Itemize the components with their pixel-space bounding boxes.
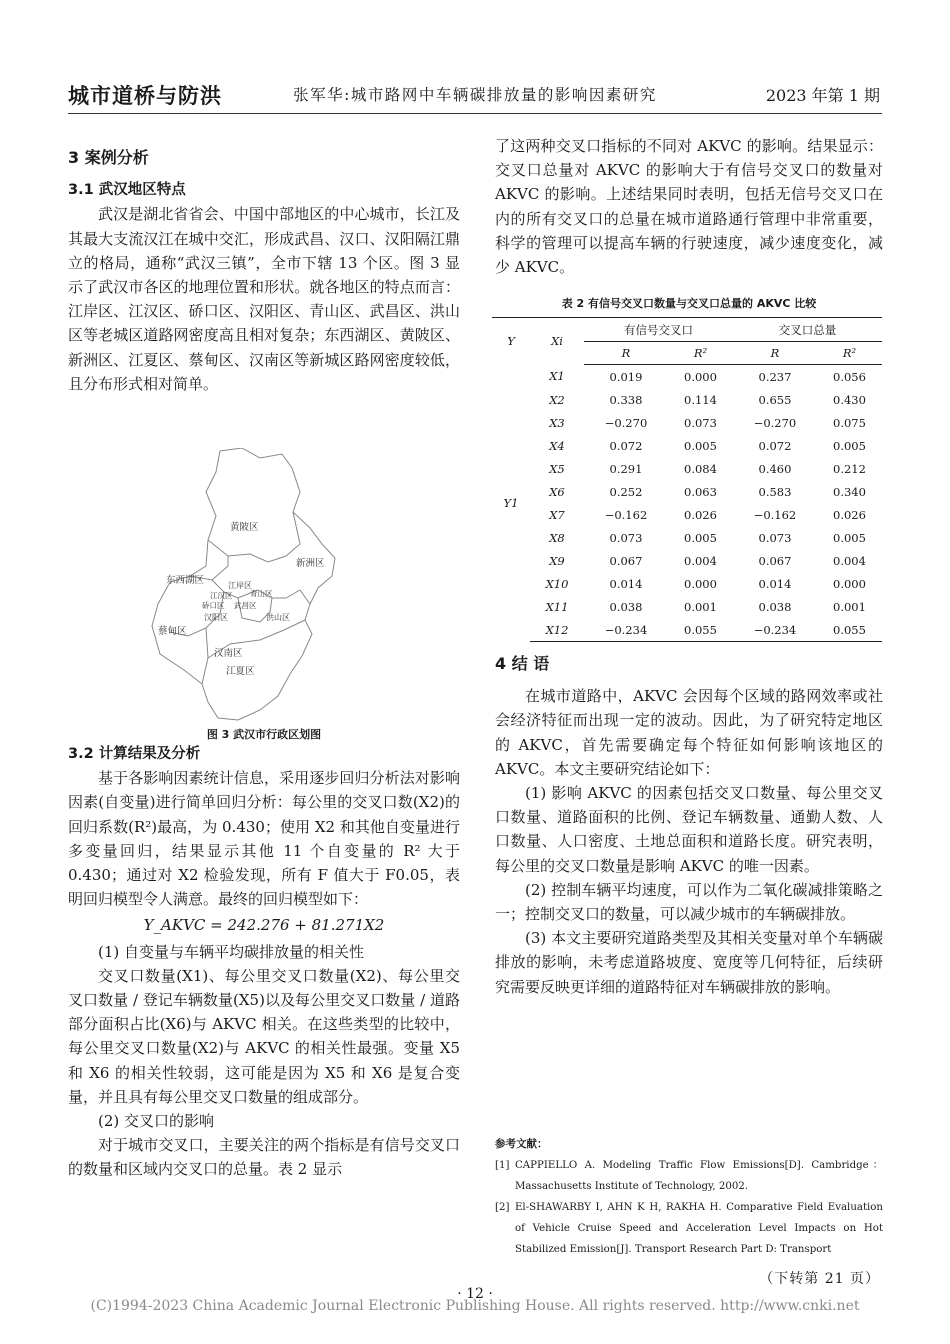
table-header-total: 交叉口总量 — [733, 318, 882, 342]
table-row — [492, 618, 882, 642]
table-cell-x: X2 — [549, 392, 565, 407]
reference-1-text: CAPPIELLO A. Modeling Traffic Flow Emissions[D]. Cambridge：Massachusetts Institute of Technology, 2002. — [515, 1160, 883, 1192]
map-border-hannan — [202, 628, 208, 684]
map-label-hannan: 汉南区 — [214, 648, 243, 659]
table-cell-r21: 0.084 — [684, 461, 717, 476]
table-cell-r1: 0.291 — [609, 461, 643, 476]
map-label-jiangan: 江岸区 — [228, 581, 252, 590]
table-subheader-r: R — [733, 342, 817, 365]
table-cell-r21: 0.004 — [684, 553, 717, 568]
table-cell-r2: 0.014 — [758, 576, 792, 591]
table-cell-r1: 0.038 — [609, 599, 643, 614]
continued-note: （下转第 21 页） — [759, 1271, 880, 1287]
left-column-top — [68, 146, 460, 396]
table-header-x: Xi — [530, 318, 584, 365]
table-cell-r1: −0.234 — [584, 618, 668, 642]
journal-logo: 城市道桥与防洪 — [68, 83, 222, 108]
reference-2 — [495, 1197, 883, 1260]
table-cell-x: X1 — [549, 369, 565, 384]
table-row — [492, 526, 882, 549]
section-3-1-heading: 3.1 武汉地区特点 — [68, 182, 186, 199]
table-cell-x: X4 — [549, 438, 565, 453]
section-3-heading: 3 案例分析 — [68, 148, 149, 167]
table-cell-r1: 0.073 — [609, 530, 643, 545]
table-cell-r1: 0.072 — [609, 438, 643, 453]
table-2-body — [492, 365, 882, 642]
table-cell-r2: 0.073 — [758, 530, 792, 545]
right-paragraph-continued: 了这两种交叉口指标的不同对 AKVC 的影响。结果显示：交叉口总量对 AKVC 的影响大于有信号交叉口的数量对 AKVC 的影响。上述结果同时表明，包括无信号交叉口在内的所有交叉口的总量在城市道路通行管理中非常重要，科学的管理可以提高车辆的行驶速度，减少速度变化，减少 AKVC。 — [495, 137, 883, 277]
table-row — [492, 549, 882, 572]
table-cell-r22: 0.055 — [817, 618, 882, 642]
section-3-2-heading: 3.2 计算结果及分析 — [68, 746, 201, 762]
left-column-bottom — [68, 742, 460, 1182]
table-cell-x: X10 — [545, 576, 569, 591]
wuhan-district-map — [150, 448, 340, 724]
map-label-qiaokou: 硚口区 — [202, 601, 225, 610]
table-cell-r2: −0.270 — [753, 415, 797, 430]
regression-equation: Y_AKVC = 242.276 + 81.271X2 — [143, 916, 385, 935]
table-cell-r22: 0.005 — [833, 438, 866, 453]
map-label-caidian: 蔡甸区 — [158, 626, 187, 637]
table-row — [492, 365, 882, 389]
table-cell-r22: 0.000 — [833, 576, 866, 591]
table-row — [492, 411, 882, 434]
table-subheader-r: R — [584, 342, 668, 365]
table-cell-r21: 0.005 — [684, 438, 717, 453]
table-2-caption: 表 2 有信号交叉口数量与交叉口总量的 AKVC 比较 — [561, 297, 817, 310]
running-title: 张军华:城市路网中车辆碳排放量的影响因素研究 — [293, 86, 657, 104]
table-cell-r22: 0.026 — [833, 507, 866, 522]
table-cell-r1: 0.338 — [609, 392, 643, 407]
table-cell-x: X5 — [549, 461, 565, 476]
table-row — [492, 595, 882, 618]
table-cell-r2: 0.072 — [758, 438, 792, 453]
right-column-bottom — [495, 652, 883, 999]
table-header-signalized: 有信号交叉口 — [584, 318, 733, 342]
table-cell-r21: 0.000 — [684, 369, 717, 384]
table-subheader-r2: R² — [817, 342, 882, 365]
table-row — [492, 388, 882, 411]
conclusion-3: (3) 本文主要研究道路类型及其相关变量对单个车辆碳排放的影响，未考虑道路坡度、宽度等几何特征，后续研究需要反映更详细的道路特征对车辆碳排放的影响。 — [495, 929, 883, 996]
table-cell-x: X12 — [530, 618, 584, 642]
table-row — [492, 503, 882, 526]
table-cell-r1: 0.067 — [609, 553, 643, 568]
table-cell-r21: 0.005 — [684, 530, 717, 545]
reference-2-number: [2] — [495, 1202, 510, 1213]
page-number: · 12 · — [457, 1286, 493, 1302]
table-cell-r21: 0.063 — [684, 484, 717, 499]
table-row — [492, 457, 882, 480]
table-cell-r22: 0.340 — [833, 484, 866, 499]
subheading-intersection: (2) 交叉口的影响 — [98, 1112, 215, 1131]
table-cell-x: X11 — [545, 599, 569, 614]
table-cell-r21: 0.000 — [684, 576, 717, 591]
conclusion-intro: 在城市道路中，AKVC 会因每个区域的路网效率或社会经济特征而出现一定的波动。因此，为了研究特定地区的 AKVC，首先需要确定每个特征如何影响该地区的 AKVC。本文主要研究结论如下： — [495, 687, 883, 778]
table-cell-r21: 0.001 — [684, 599, 717, 614]
table-cell-r2: 0.460 — [758, 461, 792, 476]
section-4-heading: 4 结 语 — [495, 654, 550, 673]
section-3-2-paragraph-3: 对于城市交叉口，主要关注的两个指标是有信号交叉口的数量和区域内交叉口的总量。表 2 显示 — [68, 1136, 460, 1179]
table-cell-r2: −0.162 — [753, 507, 797, 522]
table-cell-r21: 0.073 — [684, 415, 717, 430]
table-cell-r1: 0.252 — [609, 484, 643, 499]
table-subheader-r2: R² — [668, 342, 733, 365]
table-cell-r2: 0.237 — [758, 369, 792, 384]
table-2 — [492, 317, 882, 642]
section-3-1-paragraph: 武汉是湖北省省会、中国中部地区的中心城市，长江及其最大支流汉江在城中交汇，形成武昌、汉口、汉阳隔江鼎立的格局，通称“武汉三镇”，全市下辖 13 个区。图 3 显示了武汉市各区的地理位置和形状。就各地区的特点而言：江岸区、江汉区、硚口区、汉阳区、青山区、武昌区、洪山区等老城区道路网密度高且相对复杂；东西湖区、黄陂区、新洲区、江夏区、蔡甸区、汉南区等新城区路网密度较低，且分布形式相对简单。 — [68, 205, 460, 393]
table-cell-r1: −0.270 — [604, 415, 648, 430]
map-label-qingshan: 青山区 — [250, 589, 273, 598]
table-cell-r2: 0.655 — [758, 392, 792, 407]
map-label-jianghan: 江汉区 — [210, 591, 233, 600]
copyright-footer: (C)1994-2023 China Academic Journal Electronic Publishing House. All rights reserved. http://www.cnki.net — [90, 1298, 860, 1314]
table-cell-x: X8 — [549, 530, 565, 545]
map-label-hongshan: 洪山区 — [266, 613, 290, 622]
table-cell-r2: 0.038 — [758, 599, 792, 614]
header-rule — [68, 113, 882, 114]
figure-3-caption: 图 3 武汉市行政区划图 — [206, 728, 322, 741]
map-label-dongxihu: 东西湖区 — [166, 575, 205, 586]
table-row — [492, 572, 882, 595]
map-label-xinzhou: 新洲区 — [296, 558, 325, 569]
table-cell-r22: 0.212 — [833, 461, 866, 476]
table-cell-x: X7 — [549, 507, 565, 522]
reference-1 — [495, 1155, 883, 1197]
table-cell-r21: 0.055 — [668, 618, 733, 642]
table-cell-r22: 0.430 — [833, 392, 866, 407]
reference-2-text: El-SHAWARBY I, AHN K H, RAKHA H. Comparative Field Evaluation of Vehicle Cruise Speed and Acceleration Level Impacts on Hot Stabilized Emission[J]. Transport Research Part D: Transport — [515, 1202, 883, 1255]
table-cell-r2: −0.234 — [733, 618, 817, 642]
map-border-huangpi — [208, 512, 300, 562]
table-cell-r22: 0.005 — [833, 530, 866, 545]
map-label-jiangxia: 江夏区 — [226, 666, 255, 677]
table-cell-r22: 0.001 — [833, 599, 866, 614]
map-label-hanyang: 汉阳区 — [204, 613, 228, 622]
references-heading: 参考文献： — [495, 1138, 548, 1150]
table-cell-r21: 0.114 — [684, 392, 717, 407]
right-column-top — [495, 134, 883, 279]
subheading-correlation: (1) 自变量与车辆平均碳排放量的相关性 — [98, 942, 365, 961]
table-cell-r1: −0.162 — [604, 507, 648, 522]
map-label-huangpi: 黄陂区 — [230, 522, 259, 533]
table-cell-r1: 0.014 — [609, 576, 643, 591]
conclusion-1: (1) 影响 AKVC 的因素包括交叉口数量、每公里交叉口数量、道路面积的比例、登记车辆数量、通勤人数、人口数量、人口密度、土地总面积和道路长度。研究表明，每公里的交叉口数量是影响 AKVC 的唯一因素。 — [495, 784, 883, 875]
references — [495, 1134, 883, 1260]
table-cell-x: X6 — [549, 484, 565, 499]
table-cell-r2: 0.583 — [758, 484, 792, 499]
table-row — [492, 480, 882, 503]
table-cell-y: Y1 — [503, 496, 519, 510]
table-cell-x: X3 — [549, 415, 565, 430]
section-3-2-paragraph-1: 基于各影响因素统计信息，采用逐步回归分析法对影响因素(自变量)进行简单回归分析：每公里的交叉口数(X2)的回归系数(R²)最高，为 0.430；使用 X2 和其他自变量进行多变量回归，结果显示其他 11 个自变量的 R² 大于 0.430；通过对 X2 检验发现，所有 F 值大于 F0.05，表明回归模型令人满意。最终的回归模型如下： — [68, 769, 460, 909]
table-cell-r22: 0.075 — [833, 415, 866, 430]
table-cell-r22: 0.004 — [833, 553, 866, 568]
table-header-y: Y — [492, 318, 530, 365]
table-cell-r21: 0.026 — [684, 507, 717, 522]
table-cell-r2: 0.067 — [758, 553, 792, 568]
section-3-2-paragraph-2: 交叉口数量(X1)、每公里交叉口数量(X2)、每公里交叉口数量 / 登记车辆数量(X5)以及每公里交叉口数量 / 道路部分面积占比(X6)与 AKVC 相关。在这些类型的比较中，每公里交叉口数量(X2)与 AKVC 的相关性最强。变量 X5 和 X6 的相关性较弱，这可能是因为 X5 和 X6 是复合变量，并且具有每公里交叉口数量的组成部分。 — [68, 966, 460, 1106]
map-label-wuchang: 武昌区 — [234, 601, 257, 610]
issue-label: 2023 年第 1 期 — [765, 86, 880, 105]
table-row — [492, 434, 882, 457]
table-cell-r1: 0.019 — [609, 369, 643, 384]
conclusion-2: (2) 控制车辆平均速度，可以作为二氧化碳减排策略之一；控制交叉口的数量，可以减少城市的车辆碳排放。 — [495, 880, 883, 924]
reference-1-number: [1] — [495, 1160, 510, 1171]
table-cell-r22: 0.056 — [833, 369, 866, 384]
table-cell-x: X9 — [549, 553, 565, 568]
